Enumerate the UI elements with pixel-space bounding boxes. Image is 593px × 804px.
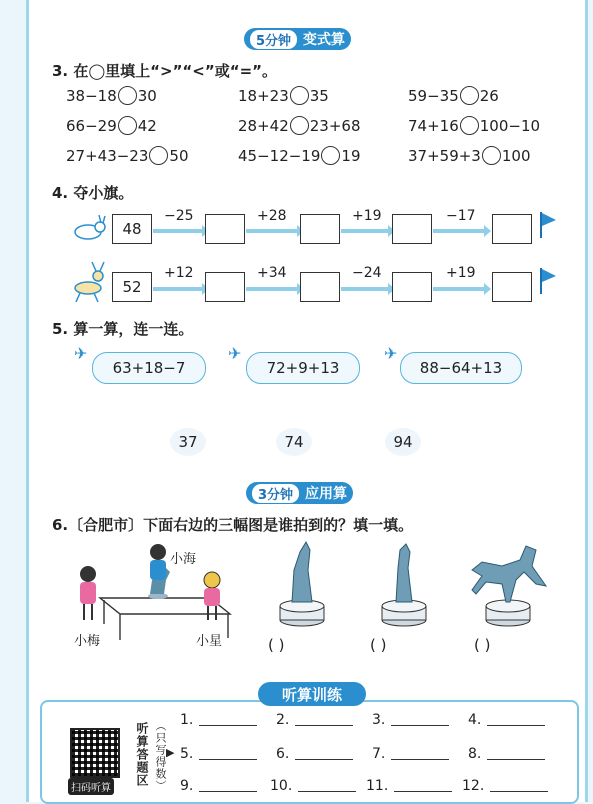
answer-bubble[interactable]: 74 <box>276 428 312 456</box>
compare-circle[interactable] <box>460 86 479 105</box>
q6-title: 6.〔合肥市〕下面右边的三幅图是谁拍到的？填一填。 <box>52 516 414 534</box>
operation-label: −25 <box>164 208 194 224</box>
compare-circle[interactable] <box>118 86 137 105</box>
compare-circle[interactable] <box>149 146 168 165</box>
answer-box[interactable] <box>492 214 532 244</box>
listening-title: 听算训练 <box>258 682 366 706</box>
section-header-mental <box>244 28 351 50</box>
q3-item: 74+16 100−10 <box>408 117 541 135</box>
arrow <box>341 287 389 291</box>
compare-circle[interactable] <box>290 116 309 135</box>
q3-item: 38−18 30 <box>66 87 157 105</box>
q3-item: 18+23 35 <box>238 87 329 105</box>
deer-icon <box>68 260 108 304</box>
expression-cloud[interactable]: 88−64+13 <box>400 352 522 384</box>
compare-circle[interactable] <box>321 146 340 165</box>
answer-line[interactable]: 5. <box>180 746 257 762</box>
q3-item: 28+42 23+68 <box>238 117 361 135</box>
section-header-applied <box>246 482 353 504</box>
child-name-label: 小海 <box>170 552 197 567</box>
compare-circle[interactable] <box>118 116 137 135</box>
q3-title: 3. 在◯里填上“>”“<”或“=”。 <box>52 62 278 80</box>
pointer-triangle-icon: ▶ <box>166 746 175 759</box>
answer-bubble[interactable]: 94 <box>385 428 421 456</box>
answer-line[interactable]: 10. <box>270 778 356 794</box>
answer-line[interactable]: 1. <box>180 712 257 728</box>
compare-circle[interactable] <box>290 86 309 105</box>
answer-parentheses[interactable]: ( ) <box>474 636 491 654</box>
arrow <box>341 229 389 233</box>
answer-parentheses[interactable]: ( ) <box>370 636 387 654</box>
listening-side-note: （只写得数） <box>154 720 167 792</box>
section-minutes: 3分钟 <box>252 484 299 503</box>
answer-box[interactable] <box>205 272 245 302</box>
answer-line[interactable]: 2. <box>276 712 353 728</box>
answer-line[interactable]: 9. <box>180 778 257 794</box>
q3-item: 45−12−19 19 <box>238 147 361 165</box>
answer-line[interactable]: 8. <box>468 746 545 762</box>
operation-label: +12 <box>164 265 194 281</box>
child-name-label: 小星 <box>196 634 223 649</box>
compare-circle[interactable] <box>482 146 501 165</box>
answer-box[interactable] <box>205 214 245 244</box>
statue-view-side <box>462 540 552 630</box>
listening-side-label: 听算答题区 <box>135 722 149 787</box>
q3-item: 27+43−23 50 <box>66 147 189 165</box>
section-title: 应用算 <box>305 486 348 502</box>
statue-view-front <box>270 540 334 630</box>
arrow <box>153 287 203 291</box>
answer-line[interactable]: 7. <box>372 746 449 762</box>
compare-circle[interactable] <box>460 116 479 135</box>
section-minutes: 5分钟 <box>250 30 297 49</box>
flag-icon <box>538 210 558 240</box>
q3-item: 59−35 26 <box>408 87 499 105</box>
arrow <box>153 229 203 233</box>
expression-cloud[interactable]: 72+9+13 <box>246 352 360 384</box>
flag-icon <box>538 266 558 296</box>
arrow <box>433 287 485 291</box>
answer-line[interactable]: 6. <box>276 746 353 762</box>
answer-parentheses[interactable]: ( ) <box>268 636 285 654</box>
answer-box[interactable] <box>392 214 432 244</box>
operation-label: +34 <box>257 265 287 281</box>
operation-label: +28 <box>257 208 287 224</box>
expression-cloud[interactable]: 63+18−7 <box>92 352 206 384</box>
arrow <box>246 229 298 233</box>
flag-box-start: 48 <box>112 214 152 244</box>
scan-label: 扫码听算 <box>68 778 114 795</box>
child-name-label: 小梅 <box>74 634 101 649</box>
answer-box[interactable] <box>300 272 340 302</box>
answer-box[interactable] <box>492 272 532 302</box>
answer-box[interactable] <box>392 272 432 302</box>
operation-label: −24 <box>352 265 382 281</box>
answer-line[interactable]: 12. <box>462 778 548 794</box>
plane-icon: ✈ <box>228 344 242 363</box>
flag-box-start: 52 <box>112 272 152 302</box>
operation-label: +19 <box>446 265 476 281</box>
operation-label: +19 <box>352 208 382 224</box>
answer-line[interactable]: 3. <box>372 712 449 728</box>
qr-code-icon[interactable] <box>70 728 120 778</box>
plane-icon: ✈ <box>74 344 88 363</box>
q3-item: 66−29 42 <box>66 117 157 135</box>
statue-view-back <box>372 540 436 630</box>
answer-box[interactable] <box>300 214 340 244</box>
q5-title: 5. 算一算，连一连。 <box>52 320 194 338</box>
arrow <box>433 229 485 233</box>
q3-item: 37+59+3 100 <box>408 147 531 165</box>
plane-icon: ✈ <box>384 344 398 363</box>
answer-line[interactable]: 11. <box>366 778 452 794</box>
q4-title: 4. 夺小旗。 <box>52 184 134 202</box>
rabbit-icon <box>70 214 108 242</box>
answer-bubble[interactable]: 37 <box>170 428 206 456</box>
arrow <box>246 287 298 291</box>
section-title: 变式算 <box>303 32 346 48</box>
answer-line[interactable]: 4. <box>468 712 545 728</box>
operation-label: −17 <box>446 208 476 224</box>
